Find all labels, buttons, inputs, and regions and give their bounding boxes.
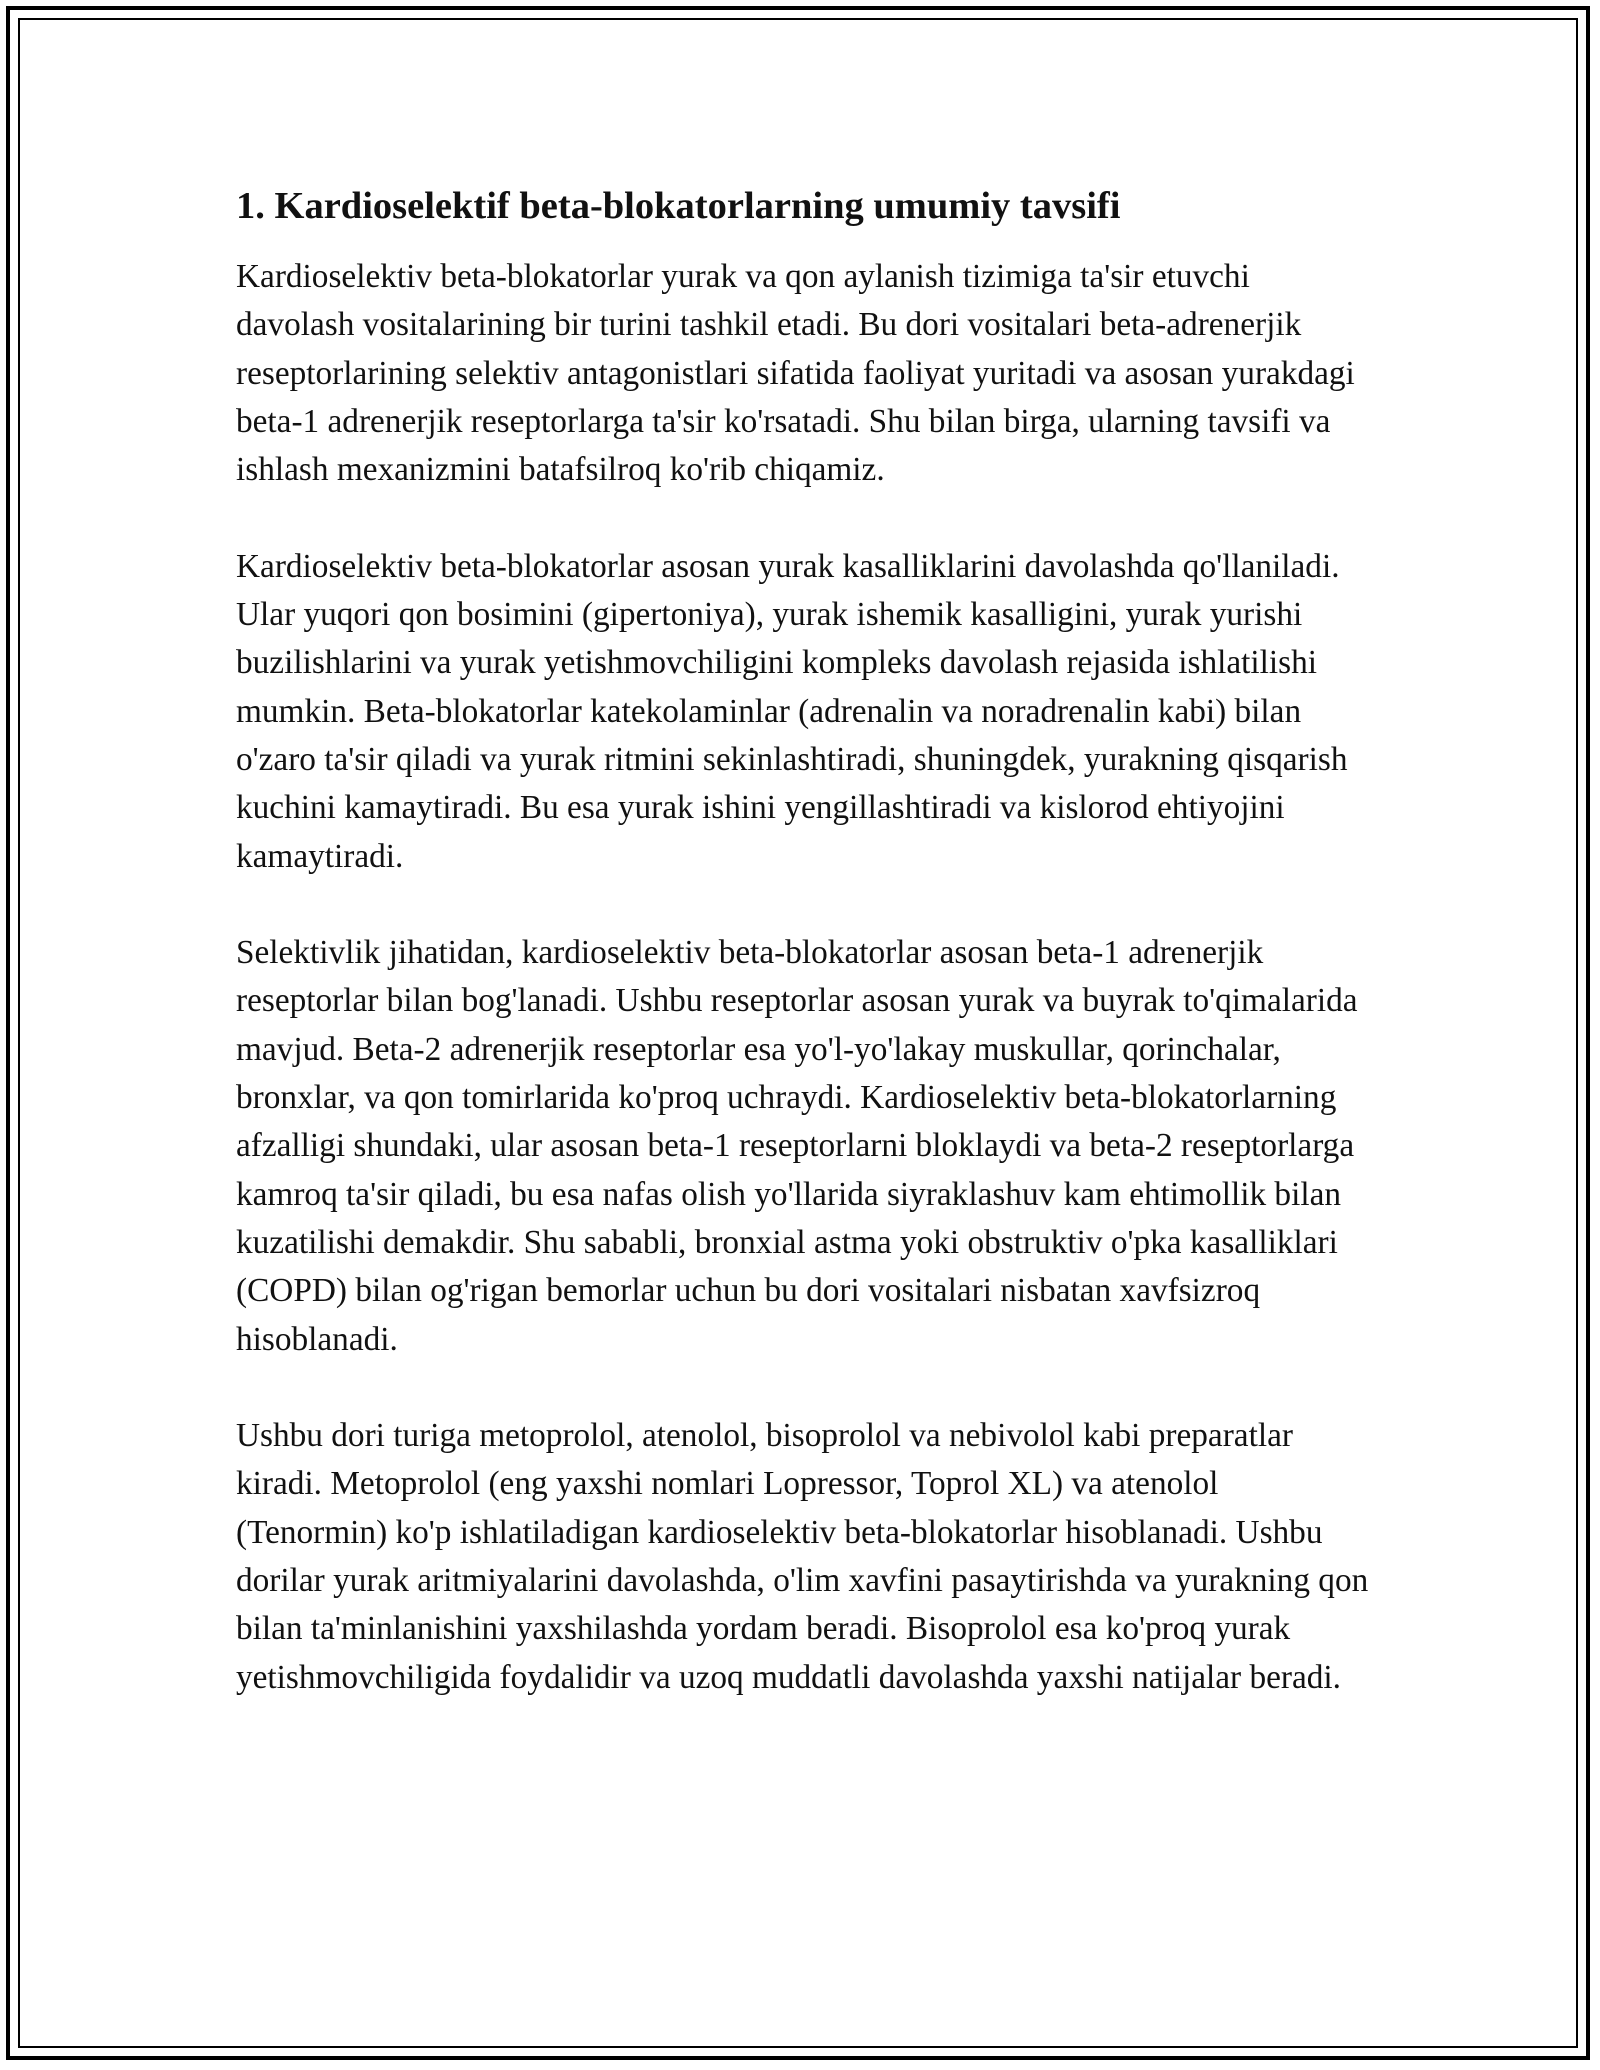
paragraph-drug-examples: Ushbu dori turiga metoprolol, atenolol, bisoprolol va nebivolol kabi preparatlar kiradi. Metoprolol (eng yaxshi nomlari Lopressor, Toprol XL) va atenolol (Tenormin) ko'p ishlatiladigan kardioselektiv beta-blokatorlar hisoblanadi. Ushbu dorilar yurak aritmiyalarini davolashda, o'lim xavfini pasaytirishda va yurakning qon bilan ta'minlanishini yaxshilashda yordam beradi. Bisoprolol esa ko'proq yurak yetishmovchiligida foydalidir va uzoq muddatli davolashda yaxshi natijalar beradi. <box>236 1417 1369 1696</box>
document-body <box>236 182 1376 1702</box>
paragraph-selectivity: Selektivlik jihatidan, kardioselektiv beta-blokatorlar asosan beta-1 adrenerjik reseptorlar bilan bog'lanadi. Ushbu reseptorlar asosan yurak va buyrak to'qimalarida mavjud. Beta-2 adrenerjik reseptorlar esa yo'l-yo'lakay muskullar, qorinchalar, bronxlar, va qon tomirlarida ko'proq uchraydi. Kardioselektiv beta-blokatorlarning afzalligi shundaki, ular asosan beta-1 reseptorlarni bloklaydi va beta-2 reseptorlarga kamroq ta'sir qiladi, bu esa nafas olish yo'llarida siyraklashuv kam ehtimollik bilan kuzatilishi demakdir. Shu sababli, bronxial astma yoki obstruktiv o'pka kasalliklari (COPD) bilan og'rigan bemorlar uchun bu dori vositalari nisbatan xavfsizroq hisoblanadi. <box>236 934 1358 1358</box>
section-heading: 1. Kardioselektif beta-blokatorlarning umumiy tavsifi <box>236 185 1121 227</box>
paragraph-clinical-use: Kardioselektiv beta-blokatorlar asosan yurak kasalliklarini davolashda qo'llaniladi. Ular yuqori qon bosimini (gipertoniya), yurak ishemik kasalligini, yurak yurishi buzilishlarini va yurak yetishmovchiligini kompleks davolash rejasida ishlatilishi mumkin. Beta-blokatorlar katekolaminlar (adrenalin va noradrenalin kabi) bilan o'zaro ta'sir qiladi va yurak ritmini sekinlashtiradi, shuningdek, yurakning qisqarish kuchini kamaytiradi. Bu esa yurak ishini yengillashtiradi va kislorod ehtiyojini kamaytiradi. <box>236 547 1348 875</box>
paragraph-intro: Kardioselektiv beta-blokatorlar yurak va qon aylanish tizimiga ta'sir etuvchi davolash vositalarining bir turini tashkil etadi. Bu dori vositalari beta-adrenerjik reseptorlarining selektiv antagonistlari sifatida faoliyat yuritadi va asosan yurakdagi beta-1 adrenerjik reseptorlarga ta'sir ko'rsatadi. Shu bilan birga, ularning tavsifi va ishlash mexanizmini batafsilroq ko'rib chiqamiz. <box>236 258 1355 489</box>
